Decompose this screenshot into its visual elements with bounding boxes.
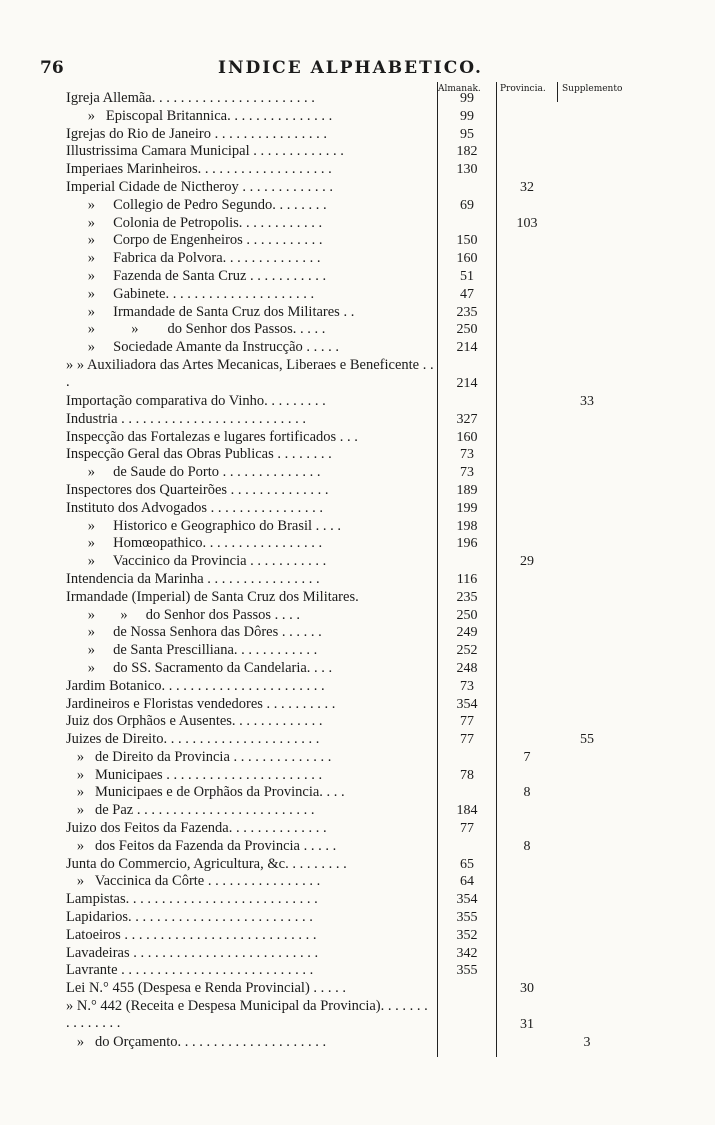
index-entry (0, 927, 715, 945)
entry-label: Irmandade (Imperial) de Santa Cruz dos Militares. (66, 588, 359, 605)
index-entry (0, 571, 715, 589)
entry-label: Inspecção Geral das Obras Publicas . . . . . . . . (66, 446, 332, 463)
supplemento-page: 33 (580, 393, 594, 409)
provincia-page: 8 (523, 785, 531, 801)
entry-label: » Sociedade Amante da Instrucção . . . . . (66, 339, 340, 356)
entry-label: » do SS. Sacramento da Candelaria. . . . (66, 659, 333, 676)
index-entry (0, 607, 715, 625)
index-entry (0, 767, 715, 785)
almanak-page: 65 (460, 856, 474, 872)
entry-label: » de Saude do Porto . . . . . . . . . . . . . . (66, 464, 321, 481)
almanak-page: 250 (456, 607, 478, 623)
entry-label: Lampistas. . . . . . . . . . . . . . . . . . . . . . . . . . . (66, 891, 318, 908)
entry-label: Lavadeiras . . . . . . . . . . . . . . . . . . . . . . . . . . (66, 944, 319, 961)
almanak-page: 77 (460, 821, 474, 837)
page-title: INDICE ALPHABETICO. (218, 58, 483, 78)
entry-label: Latoeiros . . . . . . . . . . . . . . . . . . . . . . . . . . . (66, 926, 317, 943)
entry-label: Inspectores dos Quarteirões . . . . . . . . . . . . . . (66, 481, 329, 498)
column-header-almanak: Almanak. (438, 84, 481, 94)
almanak-page: 99 (460, 91, 474, 106)
index-entry (0, 1034, 715, 1052)
entry-label: » Fazenda de Santa Cruz . . . . . . . . . . . (66, 267, 327, 284)
index-entry (0, 179, 715, 197)
entry-label: » Collegio de Pedro Segundo. . . . . . . . (66, 196, 327, 213)
entry-label: » N.° 442 (Receita e Despesa Municipal da Provincia). . . . . . . . . . . . . . . (66, 998, 428, 1032)
index-entry (0, 642, 715, 660)
almanak-page: 214 (456, 340, 478, 356)
index-entry (0, 304, 715, 322)
entry-label: Instituto dos Advogados . . . . . . . . . . . . . . . . (66, 499, 323, 516)
column-header-provincia: Provincia. (500, 84, 546, 94)
almanak-page: 64 (460, 874, 474, 890)
entry-label: Igreja Allemãa. . . . . . . . . . . . . . . . . . . . . . . (66, 90, 315, 106)
almanak-page: 51 (460, 268, 474, 284)
supplemento-page: 3 (583, 1035, 591, 1051)
almanak-page: 214 (456, 375, 478, 391)
almanak-page: 69 (460, 197, 474, 213)
almanak-page: 355 (456, 963, 478, 979)
entry-label: » Episcopal Britannica. . . . . . . . . . . . . . . (66, 107, 333, 124)
entry-label: Lapidarios. . . . . . . . . . . . . . . . . . . . . . . . . . (66, 909, 313, 926)
entry-label: Intendencia da Marinha . . . . . . . . . . . . . . . . (66, 570, 320, 587)
index-entry (0, 784, 715, 802)
almanak-page: 73 (460, 465, 474, 481)
almanak-page: 182 (456, 144, 478, 160)
column-header-supplemento: Supplemento (562, 84, 623, 94)
index-entry (0, 713, 715, 731)
entry-label: » Municipaes e de Orphãos da Provincia. . . . (66, 784, 345, 801)
index-entry (0, 232, 715, 250)
entry-label: » » Auxiliadora das Artes Mecanicas, Liberaes e Beneficente . . . (66, 356, 434, 390)
entry-label: Lei N.° 455 (Despesa e Renda Provincial) . . . . . (66, 980, 347, 997)
index-entry (0, 357, 715, 393)
index-entry (0, 482, 715, 500)
index-entry (0, 962, 715, 980)
entry-label: Importação comparativa do Vinho. . . . . . . . . (66, 392, 326, 409)
index-entry (0, 660, 715, 678)
index-entry (0, 197, 715, 215)
provincia-page: 8 (523, 838, 531, 854)
almanak-page: 130 (456, 162, 478, 178)
index-entry (0, 731, 715, 749)
almanak-page: 78 (460, 767, 474, 783)
entry-label: » de Nossa Senhora das Dôres . . . . . . (66, 624, 322, 641)
index-entry (0, 126, 715, 144)
almanak-page: 73 (460, 678, 474, 694)
index-entry (0, 446, 715, 464)
index-entries (0, 90, 715, 1052)
almanak-page: 184 (456, 803, 478, 819)
index-entry (0, 108, 715, 126)
entry-label: Imperiaes Marinheiros. . . . . . . . . . . . . . . . . . . (66, 161, 332, 178)
entry-label: » Vaccinico da Provincia . . . . . . . . . . . (66, 553, 327, 570)
entry-label: » de Direito da Provincia . . . . . . . . . . . . . . (66, 748, 332, 765)
index-entry (0, 678, 715, 696)
entry-label: » Gabinete. . . . . . . . . . . . . . . . . . . . . (66, 285, 315, 302)
almanak-page: 354 (456, 696, 478, 712)
almanak-page: 250 (456, 322, 478, 338)
entry-label: » Irmandade de Santa Cruz dos Militares . . (66, 303, 355, 320)
almanak-page: 199 (456, 500, 478, 516)
almanak-page: 355 (456, 910, 478, 926)
index-entry (0, 802, 715, 820)
index-entry (0, 90, 715, 108)
entry-label: » Fabrica da Polvora. . . . . . . . . . . . . . (66, 250, 321, 267)
index-entry (0, 500, 715, 518)
almanak-page: 252 (456, 643, 478, 659)
almanak-page: 249 (456, 625, 478, 641)
index-entry (0, 909, 715, 927)
index-entry (0, 143, 715, 161)
entry-label: Imperial Cidade de Nictheroy . . . . . . . . . . . . . (66, 178, 333, 195)
index-entry (0, 518, 715, 536)
almanak-page: 189 (456, 482, 478, 498)
index-entry (0, 161, 715, 179)
entry-label: Jardim Botanico. . . . . . . . . . . . . . . . . . . . . . . (66, 677, 325, 694)
entry-label: » » do Senhor dos Passos . . . . (66, 606, 301, 623)
entry-label: » Homœopathico. . . . . . . . . . . . . . . . . (66, 535, 323, 552)
entry-label: » dos Feitos da Fazenda da Provincia . . . . . (66, 837, 337, 854)
entry-label: Juizo dos Feitos da Fazenda. . . . . . . . . . . . . . (66, 820, 327, 837)
index-entry (0, 321, 715, 339)
index-entry (0, 393, 715, 411)
almanak-page: 160 (456, 251, 478, 267)
entry-label: Junta do Commercio, Agricultura, &c. . . . . . . . . (66, 855, 347, 872)
index-entry (0, 535, 715, 553)
almanak-page: 116 (456, 571, 478, 587)
entry-label: Juiz dos Orphãos e Ausentes. . . . . . . . . . . . . (66, 713, 323, 730)
entry-label: » Historico e Geographico do Brasil . . . . (66, 517, 342, 534)
entry-label: » de Santa Prescilliana. . . . . . . . . . . . (66, 642, 318, 659)
entry-label: » Colonia de Petropolis. . . . . . . . . . . . (66, 214, 323, 231)
index-entry (0, 589, 715, 607)
entry-label: » de Paz . . . . . . . . . . . . . . . . . . . . . . . . . (66, 802, 315, 819)
entry-label: » Municipaes . . . . . . . . . . . . . . . . . . . . . . (66, 766, 323, 783)
index-entry (0, 464, 715, 482)
index-entry (0, 339, 715, 357)
entry-label: Lavrante . . . . . . . . . . . . . . . . . . . . . . . . . . . (66, 962, 314, 979)
supplemento-page: 55 (580, 732, 594, 748)
entry-label: Igrejas do Rio de Janeiro . . . . . . . . . . . . . . . . (66, 125, 327, 142)
index-entry (0, 820, 715, 838)
entry-label: Illustrissima Camara Municipal . . . . . . . . . . . . . (66, 143, 344, 160)
index-entry (0, 624, 715, 642)
index-entry (0, 215, 715, 233)
entry-label: Juizes de Direito. . . . . . . . . . . . . . . . . . . . . . (66, 731, 320, 748)
index-entry (0, 286, 715, 304)
almanak-page: 196 (456, 536, 478, 552)
entry-label: » » do Senhor dos Passos. . . . . (66, 321, 326, 338)
almanak-page: 352 (456, 927, 478, 943)
almanak-page: 248 (456, 660, 478, 676)
entry-label: Inspecção das Fortalezas e lugares fortificados . . . (66, 428, 358, 445)
provincia-page: 30 (520, 981, 534, 997)
almanak-page: 73 (460, 447, 474, 463)
provincia-page: 29 (520, 554, 534, 570)
almanak-page: 150 (456, 233, 478, 249)
index-entry (0, 945, 715, 963)
almanak-page: 327 (456, 411, 478, 427)
entry-label: » Vaccinica da Côrte . . . . . . . . . . . . . . . . (66, 873, 321, 890)
almanak-page: 235 (456, 304, 478, 320)
index-entry (0, 250, 715, 268)
index-entry (0, 553, 715, 571)
index-entry (0, 411, 715, 429)
almanak-page: 354 (456, 892, 478, 908)
almanak-page: 95 (460, 126, 474, 142)
almanak-page: 77 (460, 732, 474, 748)
almanak-page: 99 (460, 108, 474, 124)
index-entry (0, 998, 715, 1034)
index-entry (0, 838, 715, 856)
almanak-page: 235 (456, 589, 478, 605)
entry-label: Industria . . . . . . . . . . . . . . . . . . . . . . . . . . (66, 410, 307, 427)
index-entry (0, 856, 715, 874)
entry-label: » do Orçamento. . . . . . . . . . . . . . . . . . . . . (66, 1034, 327, 1051)
provincia-page: 7 (523, 749, 531, 765)
index-entry (0, 980, 715, 998)
almanak-page: 77 (460, 714, 474, 730)
entry-label: » Corpo de Engenheiros . . . . . . . . . . . (66, 232, 323, 249)
almanak-page: 47 (460, 286, 474, 302)
index-entry (0, 891, 715, 909)
index-entry (0, 696, 715, 714)
index-entry (0, 429, 715, 447)
provincia-page: 31 (520, 1017, 534, 1033)
index-entry (0, 749, 715, 767)
provincia-page: 103 (516, 215, 538, 231)
entry-label: Jardineiros e Floristas vendedores . . . . . . . . . . (66, 695, 336, 712)
index-entry (0, 873, 715, 891)
almanak-page: 198 (456, 518, 478, 534)
page-number: 76 (40, 58, 64, 78)
almanak-page: 160 (456, 429, 478, 445)
index-entry (0, 268, 715, 286)
almanak-page: 342 (456, 945, 478, 961)
provincia-page: 32 (520, 179, 534, 195)
